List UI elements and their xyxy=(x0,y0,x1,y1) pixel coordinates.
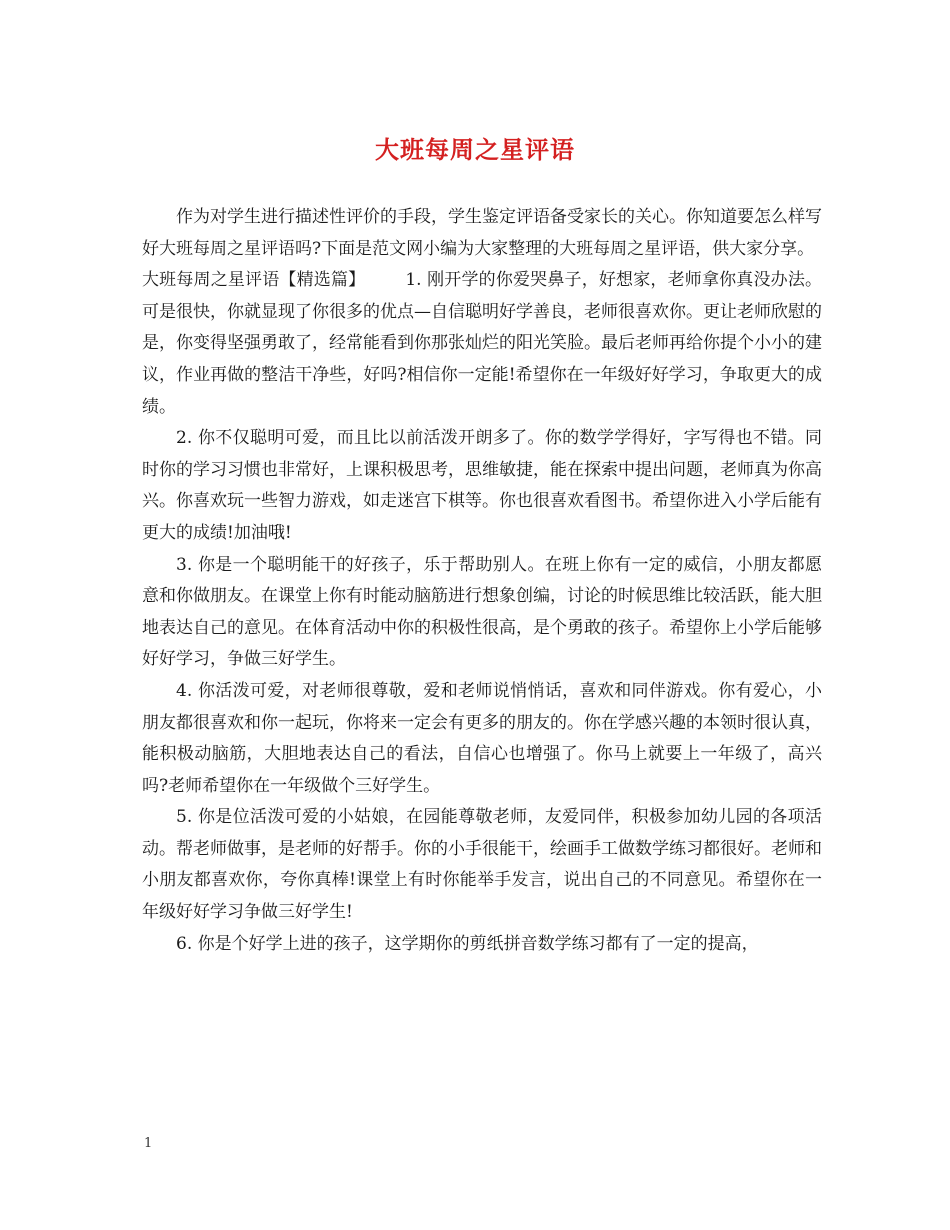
section-title: 大班每周之星评语【精选篇】 xyxy=(142,270,366,291)
page-number: 1 xyxy=(144,1136,153,1151)
document-body xyxy=(142,202,822,960)
comment-item-5: 5. 你是位活泼可爱的小姑娘，在园能尊敬老师，友爱同伴，积极参加幼儿园的各项活动。帮老师做事，是老师的好帮手。你的小手很能干，绘画手工做数学练习都很好。老师和小朋友都喜欢你，夸你真棒!课堂上有时你能举手发言，说出自己的不同意见。希望你在一年级好好学习争做三好学生! xyxy=(142,807,822,923)
comment-item-6: 6. 你是个好学上进的孩子，这学期你的剪纸拼音数学练习都有了一定的提高， xyxy=(176,933,759,954)
comment-item-1: 1. 刚开学的你爱哭鼻子，好想家，老师拿你真没办法。可是很快，你就显现了你很多的优点—自信聪明好学善良，老师很喜欢你。更让老师欣慰的是，你变得坚强勇敢了，经常能看到你那张灿烂的阳光笑脸。最后老师再给你提个小小的建议，作业再做的整洁干净些，好吗?相信你一定能!希望你在一年级好好学习，争取更大的成绩。 xyxy=(142,270,823,417)
intro-paragraph: 作为对学生进行描述性评价的手段，学生鉴定评语备受家长的关心。你知道要怎么样写好大班每周之星评语吗?下面是范文网小编为大家整理的大班每周之星评语，供大家分享。 xyxy=(142,207,822,259)
section-paragraph xyxy=(142,265,822,423)
document-title: 大班每周之星评语 xyxy=(375,135,575,164)
comment-item-4: 4. 你活泼可爱，对老师很尊敬，爱和老师说悄悄话，喜欢和同伴游戏。你有爱心，小朋友都很喜欢和你一起玩，你将来一定会有更多的朋友的。你在学感兴趣的本领时很认真，能积极动脑筋，大胆地表达自己的看法，自信心也增强了。你马上就要上一年级了，高兴吗?老师希望你在一年级做个三好学生。 xyxy=(142,680,822,796)
comment-item-3: 3. 你是一个聪明能干的好孩子，乐于帮助别人。在班上你有一定的威信，小朋友都愿意和你做朋友。在课堂上你有时能动脑筋进行想象创编，讨论的时候思维比较活跃，能大胆地表达自己的意见。在体育活动中你的积极性很高，是个勇敢的孩子。希望你上小学后能够好好学习，争做三好学生。 xyxy=(142,554,822,670)
comment-item-2: 2. 你不仅聪明可爱，而且比以前活泼开朗多了。你的数学学得好，字写得也不错。同时你的学习习惯也非常好，上课积极思考，思维敏捷，能在探索中提出问题，老师真为你高兴。你喜欢玩一些智力游戏，如走迷宫下棋等。你也很喜欢看图书。希望你进入小学后能有更大的成绩!加油哦! xyxy=(142,428,822,543)
